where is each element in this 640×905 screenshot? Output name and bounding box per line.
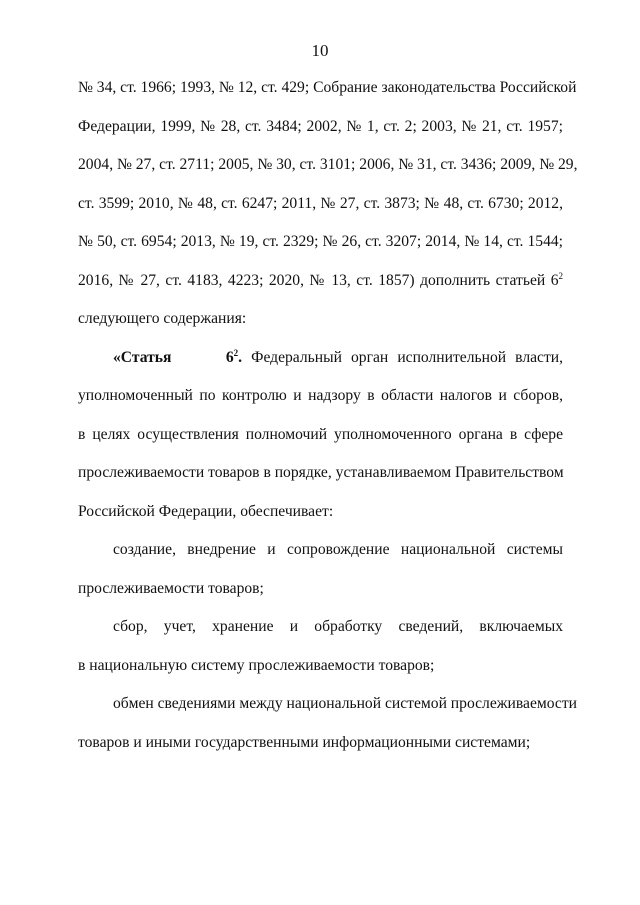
- intro-line-5: № 50, ст. 6954; 2013, № 19, ст. 2329; № 26, ст. 3207; 2014, № 14, ст. 1544;: [78, 233, 563, 250]
- article-open-quote: «: [113, 348, 121, 366]
- page-number: 10: [311, 41, 329, 60]
- intro-line-6-text: 2016, № 27, ст. 4183, 4223; 2020, № 13, ст. 1857) дополнить статьей 6: [78, 271, 559, 289]
- intro-line-2: Федерации, 1999, № 28, ст. 3484; 2002, № 1, ст. 2; 2003, № 21, ст. 1957;: [78, 117, 563, 135]
- item-3-line-1: обмен сведениями между национальной системой прослеживаемости: [113, 695, 578, 712]
- article-line-1-rest: Федеральный орган исполнительной власти,: [251, 348, 564, 366]
- article-heading-line: [78, 348, 563, 387]
- article-heading-word: Статья: [120, 348, 172, 366]
- item-1-line-2: прослеживаемости товаров;: [78, 579, 264, 597]
- intro-line-7: следующего содержания:: [78, 310, 247, 327]
- intro-line-4: ст. 3599; 2010, № 48, ст. 6247; 2011, № 27, ст. 3873; № 48, ст. 6730; 2012,: [78, 194, 563, 212]
- item-2-line-2: в национальную систему прослеживаемости товаров;: [78, 656, 435, 674]
- article-heading-number: 6: [225, 348, 234, 366]
- article-line-3: в целях осуществления полномочий уполномоченного органа в сфере: [78, 425, 563, 443]
- intro-line-6-superscript: 2: [558, 270, 563, 281]
- article-line-2: уполномоченный по контролю и надзору в области налогов и сборов,: [78, 387, 563, 404]
- article-line-5: Российской Федерации, обеспечивает:: [78, 502, 334, 520]
- intro-line-1: № 34, ст. 1966; 1993, № 12, ст. 429; Собрание законодательства Российской: [78, 79, 577, 96]
- item-2-line-1: сбор, учет, хранение и обработку сведений, включаемых: [113, 618, 563, 635]
- item-1-line-1: создание, внедрение и сопровождение национальной системы: [113, 541, 563, 558]
- intro-line-3: 2004, № 27, ст. 2711; 2005, № 30, ст. 3101; 2006, № 31, ст. 3436; 2009, № 29,: [78, 156, 578, 173]
- article-heading-superscript: 2: [233, 347, 239, 358]
- article-heading-dot: .: [238, 348, 243, 366]
- document-body: [78, 78, 578, 771]
- article-line-4: прослеживаемости товаров в порядке, устанавливаемом Правительством: [78, 464, 564, 481]
- article-heading: [113, 349, 242, 366]
- intro-line-6: [78, 271, 563, 310]
- item-3-line-2: товаров и иными государственными информационными системами;: [78, 733, 531, 751]
